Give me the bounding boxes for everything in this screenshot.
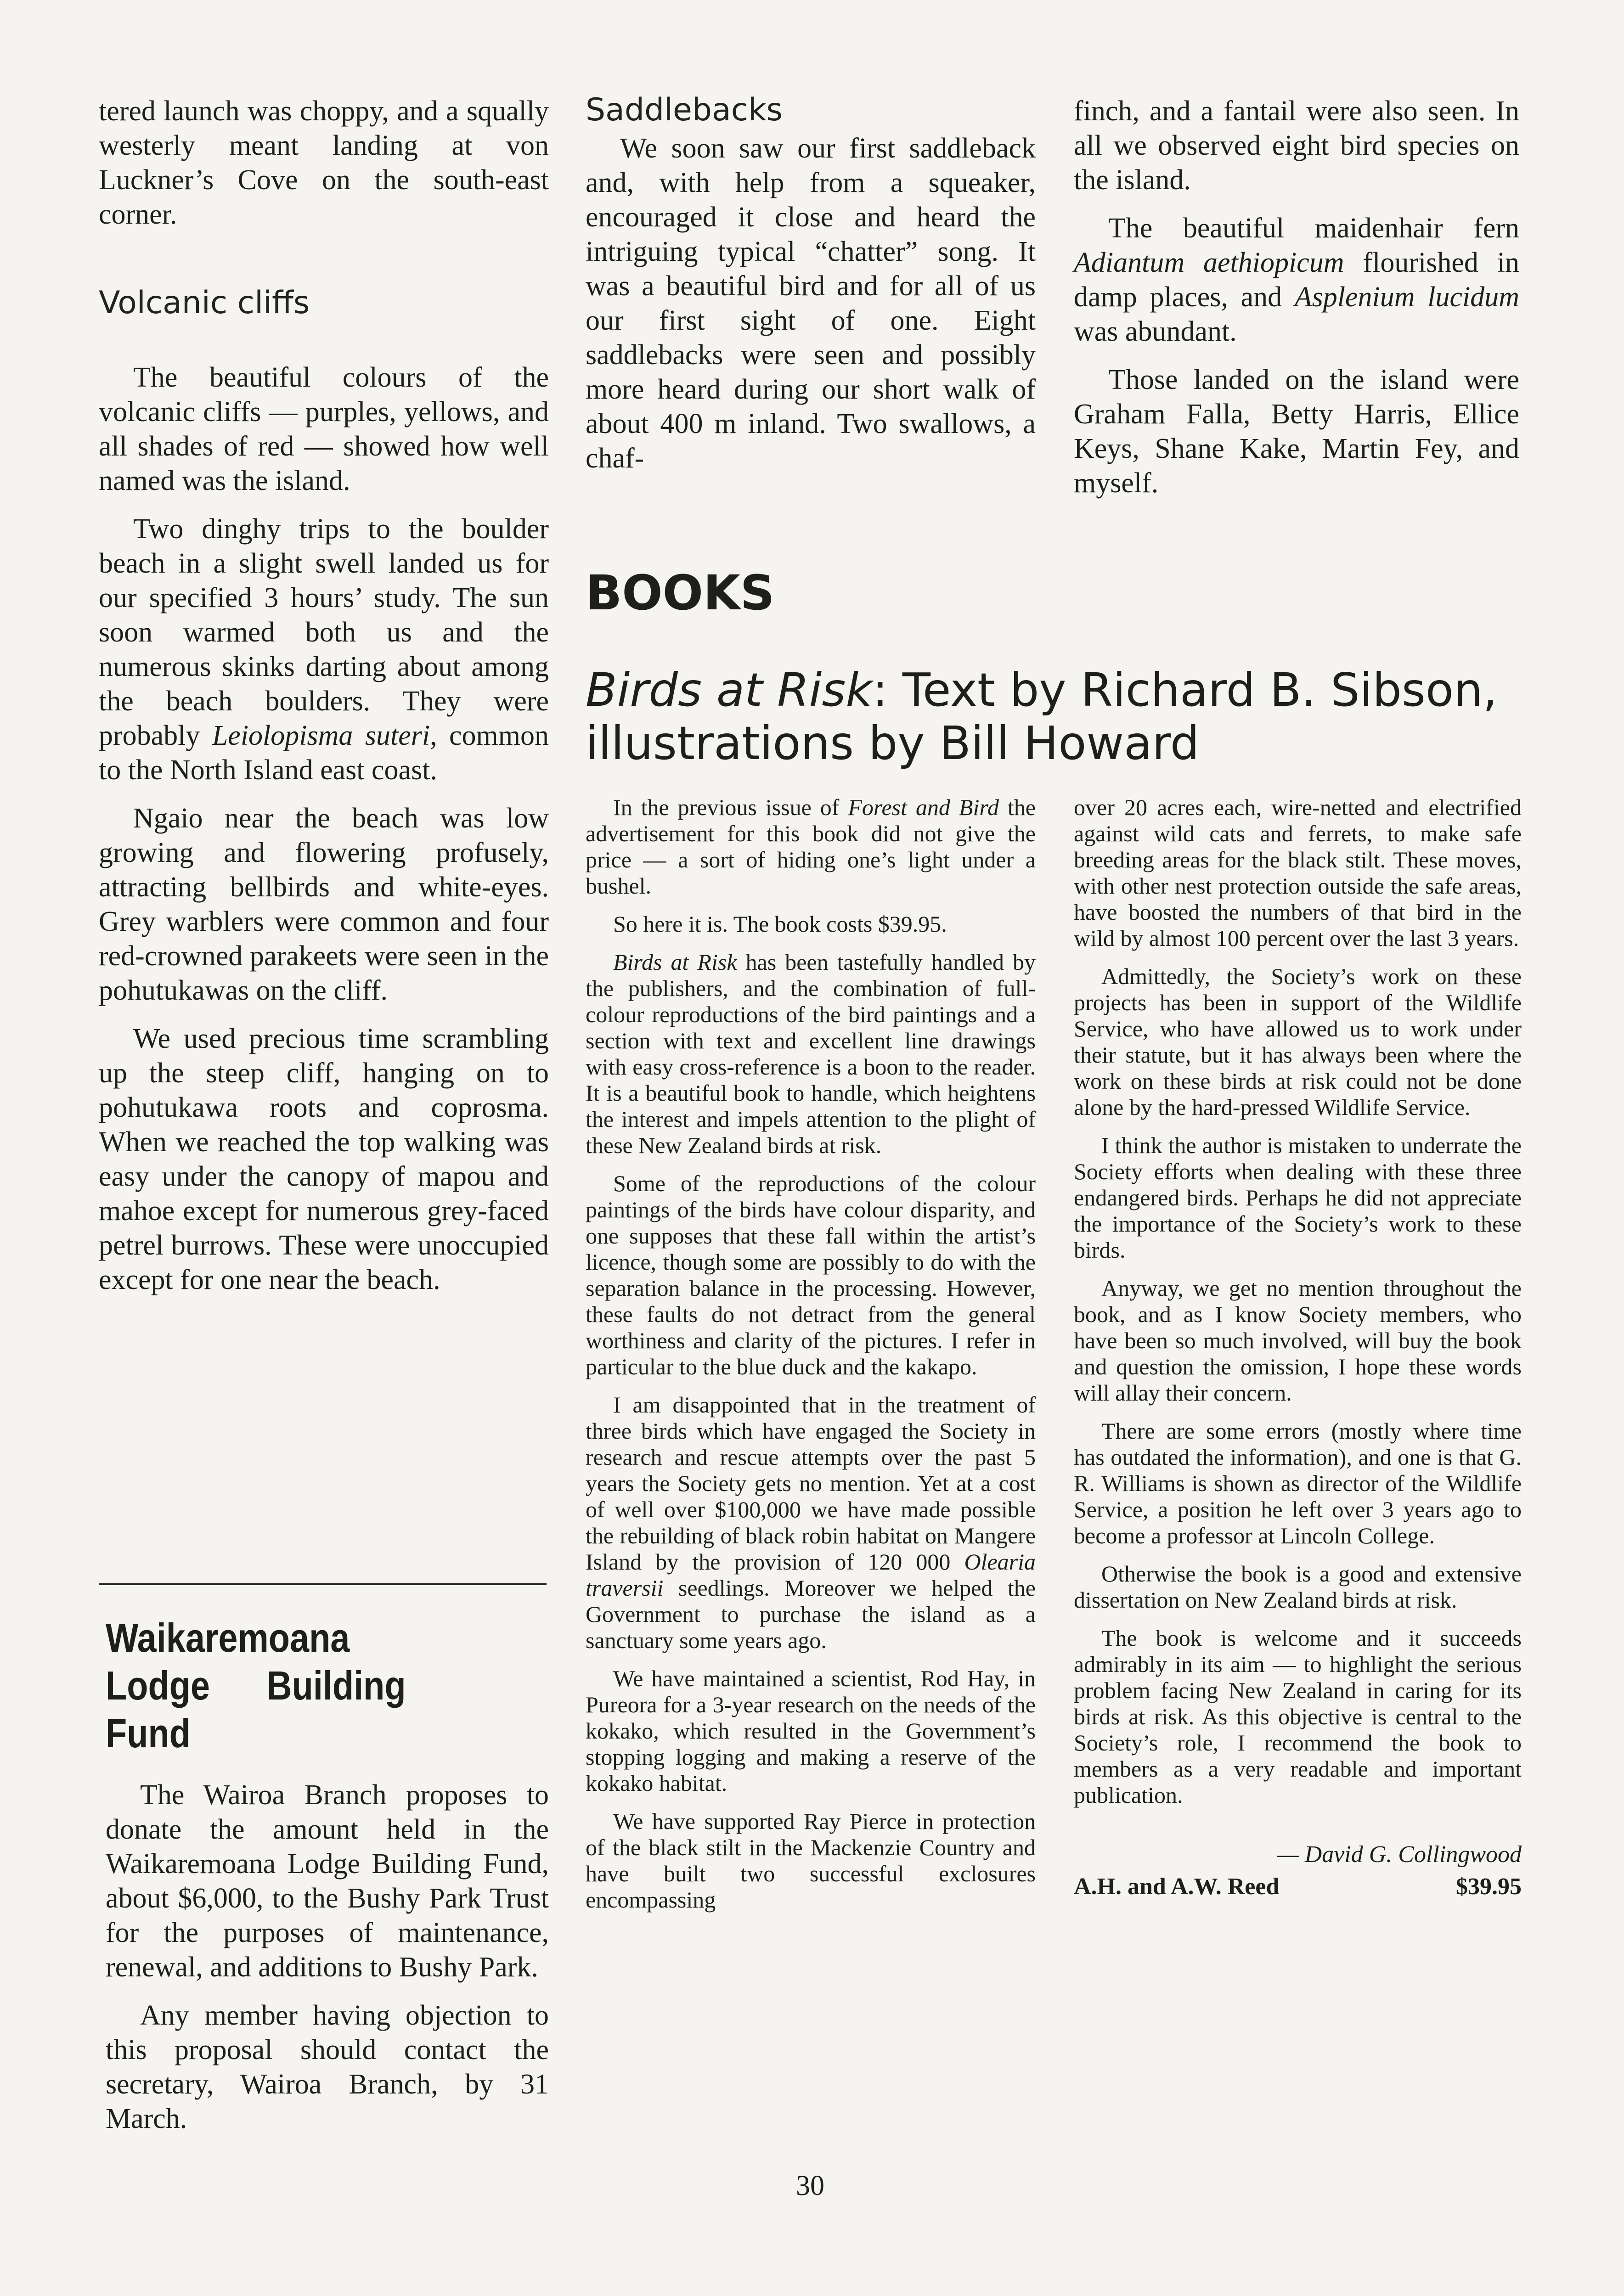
fund-notice — [106, 1614, 549, 2150]
paragraph: We have maintained a scientist, Rod Hay, in Pureora for a 3-year research on the needs of the kokako, which resulted in the Government’s stopping logging and making a reserve of the kokako habitat. — [586, 1666, 1036, 1796]
paragraph: There are some errors (mostly where time has outdated the information), and one is that G. R. Williams is shown as director of the Wildlife Service, a position he left over 3 years ago to become a professor at Lincoln College. — [1074, 1418, 1522, 1548]
book-price: $39.95 — [1456, 1874, 1522, 1900]
books-heading: BOOKS — [586, 565, 775, 621]
paragraph: Otherwise the book is a good and extensive dissertation on New Zealand birds at risk. — [1074, 1561, 1522, 1613]
column-1 — [99, 94, 549, 1311]
paragraph: I think the author is mistaken to underrate the Society efforts when dealing with these three endangered birds. Perhaps he did not appreciate the importance of the Society’s work to these birds. — [1074, 1132, 1522, 1263]
section-heading-volcanic-cliffs: Volcanic cliffs — [99, 285, 310, 321]
section-divider — [99, 1583, 547, 1585]
paragraph: The beautiful colours of the volcanic cliffs — purples, yellows, and all shades of red — showed how well named was the island. — [99, 362, 549, 496]
paragraph: Some of the reproductions of the colour paintings of the birds have colour disparity, and one supposes that these fall within the artist’s licence, though some are possibly to do with the separation balance in the processing. However, these faults do not detract from the general worthiness and clarity of the pictures. I refer in particular to the blue duck and the kakapo. — [586, 1171, 1036, 1379]
species-name: Adiantum aethiopicum — [1074, 247, 1344, 278]
review-title: Birds at Risk: Text by Richard B. Sibson, illustrations by Bill Howard — [586, 663, 1498, 770]
magazine-name: Forest and Bird — [848, 794, 999, 820]
paragraph: The Wairoa Branch proposes to donate the amount held in the Waikaremoana Lodge Building Fund, about $6,000, to the Bushy Park Trust for the purposes of maintenance, renewal, and additions to Bushy Park. — [106, 1779, 549, 1983]
paragraph: Anyway, we get no mention throughout the book, and as I know Society members, who have been so much involved, will buy the book and question the omission, I hope these words will allay their concern. — [1074, 1275, 1522, 1406]
paragraph: So here it is. The book costs $39.95. — [613, 911, 947, 937]
paragraph: finch, and a fantail were also seen. In all we observed eight bird species on the island. — [1074, 96, 1519, 196]
book-title: Birds at Risk — [613, 949, 737, 975]
publisher: A.H. and A.W. Reed — [1074, 1874, 1280, 1900]
paragraph: The book is welcome and it succeeds admirably in its aim — to highlight the serious problem facing New Zealand in caring for its birds at risk. As this objective is central to the Society’s role, I recommend the book to members as a very readable and important publication. — [1074, 1625, 1522, 1808]
paragraph: tered launch was choppy, and a squally westerly meant landing at von Luckner’s Cove on the south-east corner. — [99, 96, 549, 230]
page-number: 30 — [796, 2170, 824, 2201]
species-name: Leiolopisma suteri — [212, 720, 430, 751]
paragraph: In the previous issue of Forest and Bird the advertisement for this book did not give the price — a sort of hiding one’s light under a bushel. — [586, 794, 1036, 899]
paragraph: Two dinghy trips to the boulder beach in a slight swell landed us for our specified 3 hours’ study. The sun soon warmed both us and the numerous skinks darting about among the beach boulders. They were probably Leiolopisma suteri, common to the North Island east coast. — [99, 513, 549, 786]
publisher-row — [1074, 1873, 1522, 1901]
species-name: Olearia traversii — [586, 1549, 1036, 1601]
section-heading-saddlebacks: Saddlebacks — [586, 92, 783, 128]
species-name: Asplenium lucidum — [1294, 281, 1519, 313]
paragraph: We used precious time scrambling up the steep cliff, hanging on to pohutukawa roots and coprosma. When we reached the top walking was easy under the canopy of mapou and mahoe except for numerous grey-faced petrel burrows. These were unoccupied except for one near the beach. — [99, 1023, 549, 1295]
paragraph: I am disappointed that in the treatment of three birds which have engaged the Society in research and rescue attempts over the past 5 years the Society gets no mention. Yet at a cost of well over $100,000 we have made possible the rebuilding of black robin habitat on Mangere Island by the provision of 120 000 Olearia traversii seedlings. Moreover we helped the Government to purchase the island as a sanctuary some years ago. — [586, 1392, 1036, 1653]
review-column-right — [1074, 794, 1522, 1901]
paragraph: Those landed on the island were Graham Falla, Betty Harris, Ellice Keys, Shane Kake, Martin Fey, and myself. — [1074, 364, 1519, 499]
column-3 — [1074, 94, 1519, 514]
paragraph: Any member having objection to this proposal should contact the secretary, Wairoa Branch, by 31 March. — [106, 2000, 549, 2134]
paragraph: Birds at Risk has been tastefully handled by the publishers, and the combination of full-colour reproductions of the bird paintings and a section with text and excellent line drawings with easy cross-reference is a boon to the reader. It is a beautiful book to handle, which heightens the interest and impels attention to the plight of these New Zealand birds at risk. — [586, 949, 1036, 1158]
reviewer-signoff: — David G. Collingwood — [1277, 1841, 1522, 1868]
paragraph: over 20 acres each, wire-netted and electrified against wild cats and ferrets, to make safe breeding areas for the black stilt. These moves, with other nest protection outside the safe areas, have boosted the numbers of that bird in the wild by almost 100 percent over the last 3 years. — [1074, 794, 1522, 951]
column-2 — [586, 92, 1036, 490]
paragraph: Ngaio near the beach was low growing and flowering profusely, attracting bellbirds and white-eyes. Grey warblers were common and four red-crowned parakeets were seen in the pohutukawas on the cliff. — [99, 803, 549, 1006]
paragraph: We have supported Ray Pierce in protection of the black stilt in the Mackenzie Country and have built two successful exclosures encompassing — [586, 1808, 1036, 1913]
fund-title: Waikaremoana Lodge Building Fund — [106, 1615, 406, 1756]
review-column-left — [586, 794, 1036, 1925]
paragraph: The beautiful maidenhair fern Adiantum aethiopicum flourished in damp places, and Asplenium lucidum was abundant. — [1074, 213, 1519, 347]
paragraph: We soon saw our first saddleback and, with help from a squeaker, encouraged it close and heard the intriguing typical “chatter” song. It was a beautiful bird and for all of us our first sight of one. Eight saddlebacks were seen and possibly more heard during our short walk of about 400 m inland. Two swallows, a chaf- — [586, 133, 1036, 474]
paragraph: Admittedly, the Society’s work on these projects has been in support of the Wildlife Service, who have allowed us to work under their statute, but it has always been where the work on these birds at risk could not be done alone by the hard-pressed Wildlife Service. — [1074, 963, 1522, 1120]
